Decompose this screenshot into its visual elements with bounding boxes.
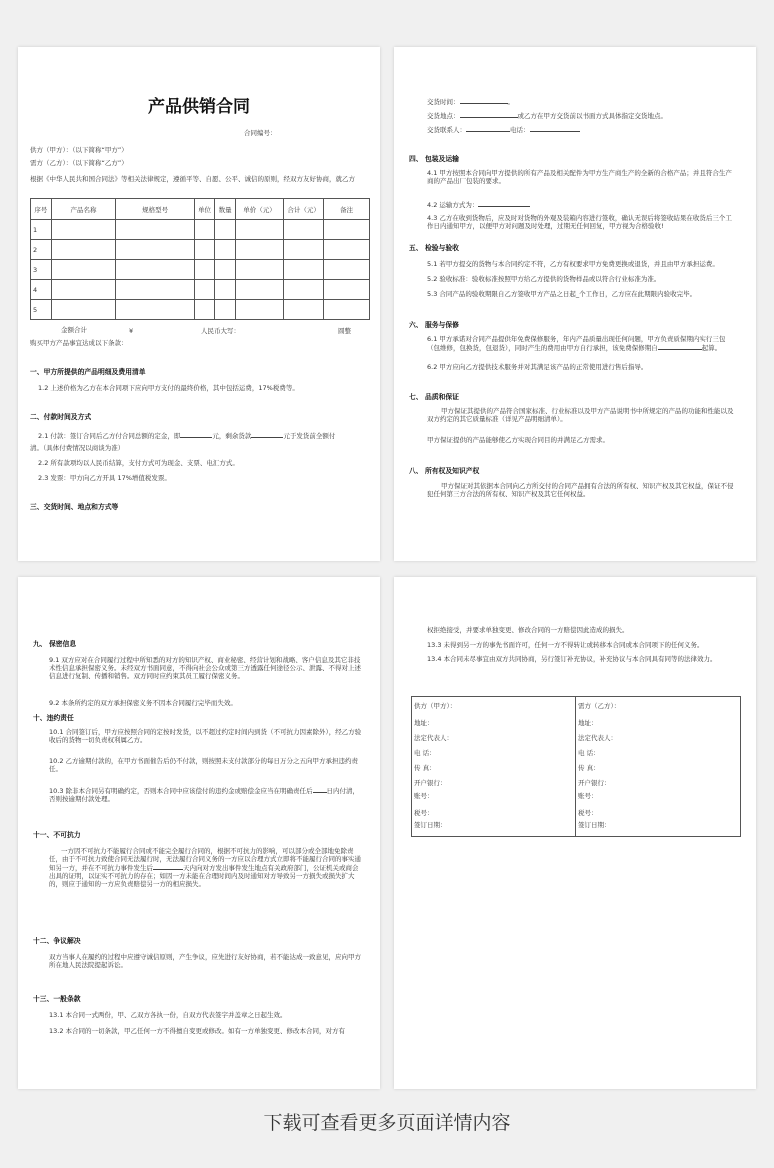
section-2-clause-1-cont: 清。（具体付费情况以商谈为准） xyxy=(30,444,125,452)
col-header: 产品名称 xyxy=(51,199,116,220)
row-number: 4 xyxy=(31,280,52,300)
table-header-row xyxy=(31,199,370,220)
sign-field: 传 真： xyxy=(578,764,600,772)
section-7-body-2: 甲方保证提供的产品能够使乙方实现合同目的并满足乙方需求。 xyxy=(427,436,609,444)
section-12-title: 十二、争议解决 xyxy=(33,937,81,945)
section-4-clause-1: 4.1 甲方按照本合同向甲方提供的所有产品及相关配件为甲方生产商生产的全新的合格产品；并且符合生产商的产品出厂包装的要求。 xyxy=(427,169,732,185)
section-11-body: 一方因不可抗力不能履行合同或不能完全履行合同的，根据不可抗力的影响，可以部分或全部地免除责任，由于不可抗力致使合同无法履行时，无法履行合同义务的一方应以合理方式立即将不能履行合同的事实通知另一方，并在不可抗力事件发生后 天内向对方发出事件发生地点有关政府部门，公证机关或商会出具的证明，以证实不可抗力的存在；如因一方未能在合理时间内及时通知对方导致另一方损失或损失扩大的，则应于通知的一方应负责赔偿另一方的相应损失。 xyxy=(49,847,361,888)
section-11-title: 十一、不可抗力 xyxy=(33,831,81,839)
col-header: 单位 xyxy=(194,199,215,220)
download-more-banner[interactable]: 下载可查看更多页面详情内容 xyxy=(263,1112,511,1134)
whole-suffix: 圆整 xyxy=(338,327,351,335)
section-3-title: 三、交货时间、地点和方式等 xyxy=(30,503,119,511)
section-13-clause-2: 13.2 本合同的一切条款，甲乙任何一方不得擅自变更或修改。如有一方单独变更、修改本合同，对方有 xyxy=(49,1027,346,1035)
sign-field: 签订日期： xyxy=(414,821,447,829)
clause-continuation: 权拒绝接受，并要求单独变更、修改合同的一方赔偿因此造成的损失。 xyxy=(427,626,629,634)
sign-field: 开户银行： xyxy=(578,779,611,787)
sign-field: 电 话： xyxy=(578,749,600,757)
delivery-contact: 交货联系人： 电话： xyxy=(427,125,580,134)
sign-field: 地址： xyxy=(578,719,598,727)
section-6-title: 六、 服务与保修 xyxy=(409,321,459,329)
sign-field: 地址： xyxy=(414,719,434,727)
section-10-title: 十、违约责任 xyxy=(33,714,74,722)
table-row xyxy=(31,220,370,240)
page-4 xyxy=(394,577,756,1089)
section-9-title: 九、 保密信息 xyxy=(33,640,77,648)
party-b-line: 需方（乙方）：（以下简称“乙方”） xyxy=(30,159,128,167)
section-4-title: 四、 包装及运输 xyxy=(409,155,459,163)
sign-field: 需方（乙方）： xyxy=(578,702,621,710)
capital-amount-label: 人民币大写： xyxy=(201,327,240,335)
section-5-clause-3: 5.3 合同产品的验收期限自乙方签收甲方产品之日起_个工作日，乙方应在此期限内验收完毕。 xyxy=(427,290,697,298)
signature-table xyxy=(411,696,741,837)
sign-field: 传 真： xyxy=(414,764,436,772)
contract-title: 产品供销合同 xyxy=(148,97,250,117)
section-13-clause-3: 13.3 未得到另一方的事先书面许可，任何一方不得转让或转移本合同或本合同项下的任何义务。 xyxy=(427,641,704,649)
purchase-intro: 购买甲方产品事宜达成以下条款： xyxy=(30,339,128,347)
sign-field: 法定代表人： xyxy=(414,734,453,742)
total-label: 金额合计 xyxy=(61,326,87,334)
product-table xyxy=(30,198,370,320)
section-8-title: 八、 所有权及知识产权 xyxy=(409,467,480,475)
table-row xyxy=(31,300,370,320)
row-number: 5 xyxy=(31,300,52,320)
sign-field: 签订日期： xyxy=(578,821,611,829)
page-3 xyxy=(18,577,380,1089)
section-1-clause: 1.2 上述价格为乙方在本合同项下应向甲方支付的最终价格，其中包括运费，17%税费等。 xyxy=(38,384,299,392)
yen-symbol: ¥ xyxy=(129,327,134,335)
signature-party-a xyxy=(412,697,575,836)
section-2-clause-2: 2.2 所有款项均以人民币结算，支付方式可为现金、支票、电汇方式。 xyxy=(38,459,239,467)
section-7-body: 甲方保证其提供的产品符合国家标准、行业标准以及甲方产品说明书中所规定的产品的功能和性能以及双方约定的其它质量标准（详见产品明细清单）。 xyxy=(427,407,734,423)
section-13-clause-4: 13.4 本合同未尽事宜由双方共同协商，另行签订补充协议，补充协议与本合同具有同等的法律效力。 xyxy=(427,655,717,663)
section-4-clause-2: 4.2 运输方式为： xyxy=(427,200,530,209)
section-6-clause-1: 6.1 甲方承诺对合同产品提供年免费保修服务，年内产品质量出现任何问题，甲方负责质保期内实行三包（包维修，包换货，包退货），同时产生的费用由甲方自行承担，该免费保修期自 起算。 xyxy=(427,335,726,352)
section-10-clause-3: 10.3 除非本合同另有明确约定，否则本合同中应该偿付的违约金或赔偿金应当在明确责任后 日内付清，否则按逾期付款处理。 xyxy=(49,787,360,803)
signature-party-b xyxy=(575,697,739,836)
section-5-clause-2: 5.2 验收标准：验收标准按照甲方给乙方提供的货物样品或以符合行业标准为准。 xyxy=(427,275,661,283)
col-header: 单价（元） xyxy=(235,199,283,220)
table-row xyxy=(31,280,370,300)
row-number: 1 xyxy=(31,220,52,240)
section-10-clause-2: 10.2 乙方逾期付款的，在甲方书面催告后仍不付款，则按照未支付款部分的每日万分之五向甲方承担违约责任。 xyxy=(49,757,359,773)
section-13-clause-1: 13.1 本合同一式两份，甲、乙双方各执一份，自双方代表签字并盖章之日起生效。 xyxy=(49,1011,287,1019)
section-8-body: 甲方保证对其依据本合同向乙方所交付的合同产品拥有合法的所有权、知识产权及其它权益，保证不侵犯任何第三方合法的所有权、知识产权及其它任何权益。 xyxy=(427,482,734,498)
col-header: 规格型号 xyxy=(116,199,194,220)
section-2-title: 二、付款时间及方式 xyxy=(30,413,92,421)
sign-field: 法定代表人： xyxy=(578,734,617,742)
sign-field: 账号： xyxy=(578,792,598,800)
section-7-title: 七、 品质和保证 xyxy=(409,393,459,401)
col-header: 序号 xyxy=(31,199,52,220)
contract-number: 合同编号： xyxy=(244,129,277,137)
section-6-clause-2: 6.2 甲方应向乙方提供技术服务并对其满足该产品的正常使用进行售后指导。 xyxy=(427,363,648,371)
table-row xyxy=(31,240,370,260)
delivery-time: 交货时间： 。 xyxy=(427,98,514,106)
section-4-clause-3: 4.3 乙方在收到货物后，应及时对货物的外观及装箱内容进行签收，确认无误后将签收結果在收货后三个工作日内通知甲方，以便甲方对问题及时处理，过期无任何回复，甲方视为合格验收! xyxy=(427,214,732,230)
section-10-clause-1: 10.1 合同签订后，甲方应按照合同的定按时发货，以不超过约定时间内到货（不可抗力因素除外），经乙方验收后的货物一切负责权利属乙方。 xyxy=(49,728,362,744)
section-9-clause-2: 9.2 本条所约定的双方承担保密义务不因本合同履行完毕而失效。 xyxy=(49,699,237,707)
page-1 xyxy=(18,47,380,561)
section-13-title: 十三、一般条款 xyxy=(33,995,81,1003)
col-header: 合计（元） xyxy=(284,199,324,220)
section-9-clause-1: 9.1 双方应对在合同履行过程中所知悉的对方的知识产权、商业秘密、经营计划和战略、客户信息及其它非技术性信息承担保密义务。未经双方书面同意，不得向社会公众或第三方透露任何途径公示、泄露、不得对上述信息进行复制、传播和销售。双方同时应约束其员工履行保密义务。 xyxy=(49,656,361,680)
row-number: 2 xyxy=(31,240,52,260)
preamble: 根据《中华人民共和国合同法》等相关法律规定，遵循平等、自愿、公平、诚信的原则，经双方友好协商，就乙方 xyxy=(30,175,355,183)
table-row xyxy=(31,260,370,280)
page-2 xyxy=(394,47,756,561)
party-a-line: 供方（甲方）：（以下简称“甲方”） xyxy=(30,146,128,154)
section-5-clause-1: 5.1 若甲方提交的货物与本合同约定不符，乙方有权要求甲方免费更换或退货，并且由甲方承担运费。 xyxy=(427,260,719,268)
section-2-clause-3: 2.3 发票：甲方向乙方开具 17%增值税发票。 xyxy=(38,474,171,482)
section-2-clause-1: 2.1 付款：签订合同后乙方付合同总额的定金，即 元，剩余货款 元于发货前全额付 xyxy=(38,432,336,440)
sign-field: 电 话： xyxy=(414,749,436,757)
col-header: 备注 xyxy=(324,199,370,220)
row-number: 3 xyxy=(31,260,52,280)
col-header: 数量 xyxy=(215,199,236,220)
sign-field: 税号： xyxy=(414,809,434,817)
sign-field: 供方（甲方）： xyxy=(414,702,457,710)
section-12-body: 双方当事人在履约的过程中应遵守诚信原则，产生争议，应先进行友好协商，若不能达成一致意见，应向甲方所在地人民法院提起诉讼。 xyxy=(49,953,361,969)
sign-field: 账号： xyxy=(414,792,434,800)
section-1-title: 一、甲方所提供的产品明细及费用清单 xyxy=(30,368,146,376)
delivery-place: 交货地点： 或乙方在甲方交货前以书面方式具体指定交货地点。 xyxy=(427,112,667,120)
section-5-title: 五、 检验与验收 xyxy=(409,244,459,252)
sign-field: 税号： xyxy=(578,809,598,817)
sign-field: 开户银行： xyxy=(414,779,447,787)
